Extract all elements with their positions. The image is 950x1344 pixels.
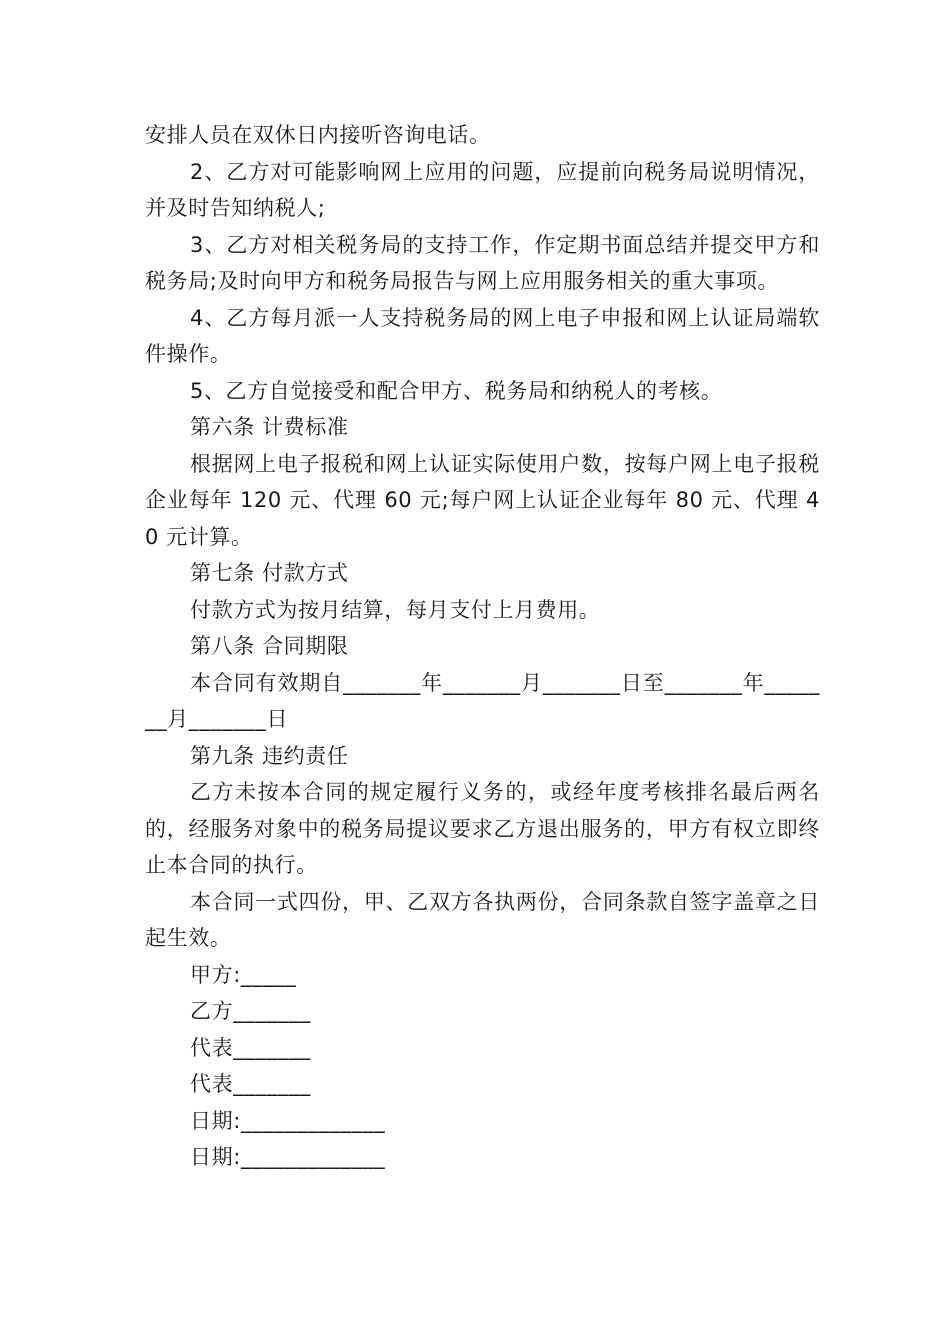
article-6-body: 根据网上电子报税和网上认证实际使用户数，按每户网上电子报税企业每年 120 元、代理 60 元;每户网上认证企业每年 80 元、代理 40 元计算。 <box>145 451 820 549</box>
signature-date-b: 日期:_____________ <box>190 1145 386 1169</box>
clause-item-3: 3、乙方对相关税务局的支持工作，作定期书面总结并提交甲方和税务局;及时向甲方和税务局报告与网上应用服务相关的重大事项。 <box>145 232 820 293</box>
clause-item-4: 4、乙方每月派一人支持税务局的网上电子申报和网上认证局端软件操作。 <box>145 305 820 366</box>
signature-party-b: 乙方_______ <box>190 999 311 1023</box>
article-9-heading: 第九条 违约责任 <box>190 743 349 768</box>
signature-date-a: 日期:_____________ <box>190 1108 386 1133</box>
signature-party-a: 甲方:_____ <box>190 962 297 987</box>
clause-item-2: 2、乙方对可能影响网上应用的问题，应提前向税务局说明情况，并及时告知纳税人; <box>145 159 820 220</box>
article-8-body: 本合同有效期自_______年_______月_______日至_______年_______月_______日 <box>145 670 820 731</box>
article-6-heading: 第六条 计费标准 <box>190 415 349 439</box>
article-7-body: 付款方式为按月结算，每月支付上月费用。 <box>190 597 601 622</box>
signature-representative-a: 代表_______ <box>190 1035 311 1060</box>
clause-item-5: 5、乙方自觉接受和配合甲方、税务局和纳税人的考核。 <box>190 378 723 403</box>
paragraph-call-arrangement: 安排人员在双休日内接听咨询电话。 <box>145 123 491 147</box>
document-body <box>145 117 820 1176</box>
article-7-heading: 第七条 付款方式 <box>190 561 349 585</box>
copies-clause: 本合同一式四份，甲、乙双方各执两份，合同条款自签字盖章之日起生效。 <box>145 889 820 950</box>
article-9-body: 乙方未按本合同的规定履行义务的，或经年度考核排名最后两名的，经服务对象中的税务局提议要求乙方退出服务的，甲方有权立即终止本合同的执行。 <box>145 780 820 877</box>
article-8-heading: 第八条 合同期限 <box>190 634 349 658</box>
signature-representative-b: 代表_______ <box>190 1072 311 1096</box>
